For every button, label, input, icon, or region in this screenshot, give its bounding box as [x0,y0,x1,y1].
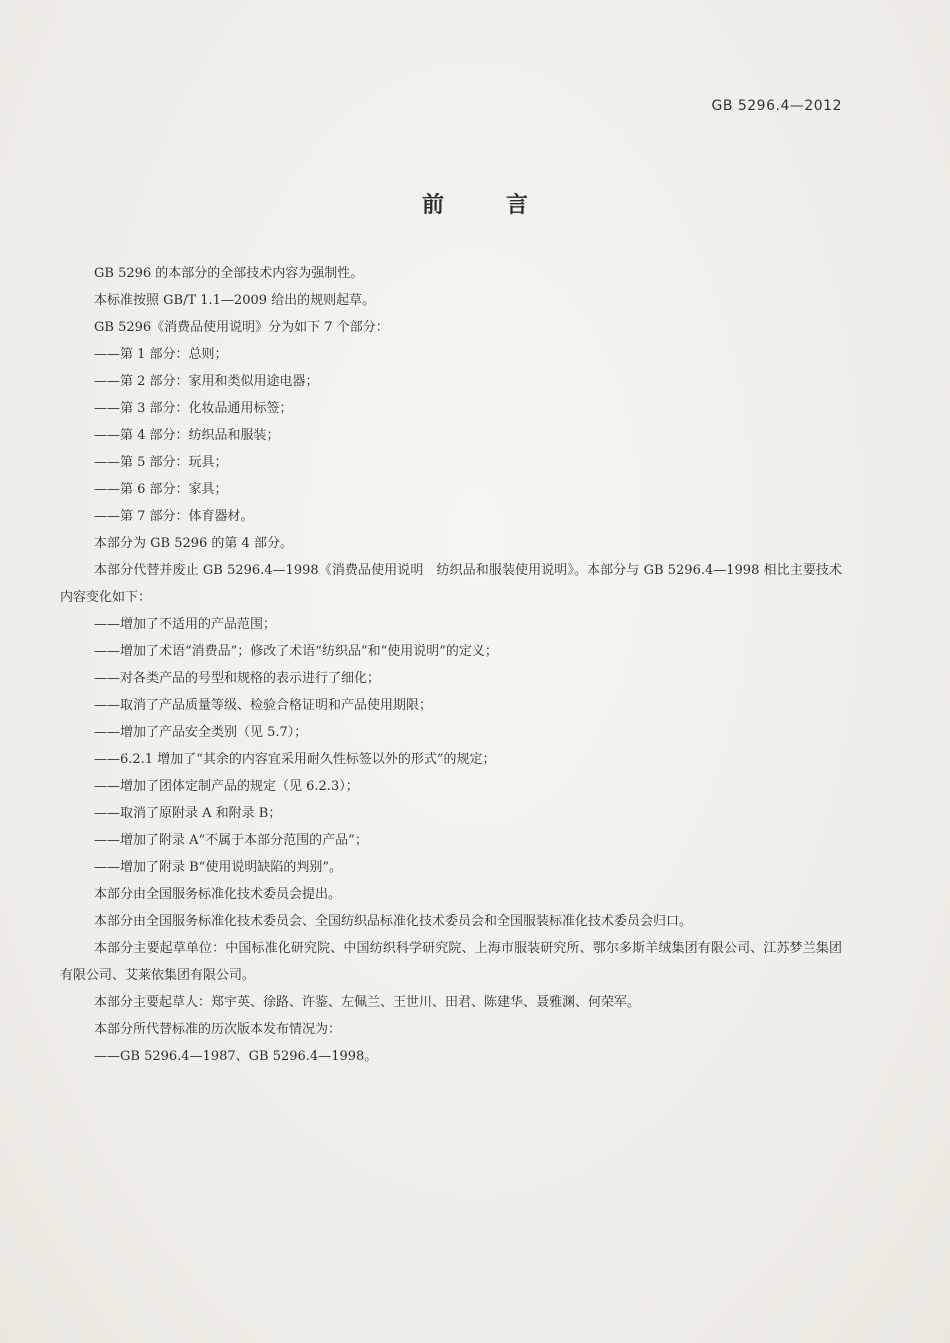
list-item-part-6: ——第 6 部分：家具； [94,482,228,497]
list-item-part-7: ——第 7 部分：体育器材。 [94,509,254,524]
paragraph-parts-intro: GB 5296《消费品使用说明》分为如下 7 个部分： [94,320,389,335]
list-item-change-5: ——增加了产品安全类别（见 5.7）； [94,725,308,740]
paragraph-part-number: 本部分为 GB 5296 的第 4 部分。 [94,536,293,551]
list-item-previous-editions: ——GB 5296.4—1987、GB 5296.4—1998。 [94,1049,378,1064]
list-item-change-3: ——对各类产品的号型和规格的表示进行了细化； [94,671,381,686]
list-item-change-2: ——增加了术语“消费品”；修改了术语“纺织品”和“使用说明”的定义； [94,644,498,659]
list-item-part-2: ——第 2 部分：家用和类似用途电器； [94,374,319,389]
list-item-change-4: ——取消了产品质量等级、检验合格证明和产品使用期限； [94,698,433,713]
paragraph-replacement: 本部分代替并废止 GB 5296.4—1998《消费品使用说明 纺织品和服装使用说明》。本部分与 GB 5296.4—1998 相比主要技术内容变化如下： [60,563,842,605]
list-item-part-1: ——第 1 部分：总则； [94,347,228,362]
paragraph-drafting-rules: 本标准按照 GB/T 1.1—2009 给出的规则起草。 [94,293,376,308]
paragraph-previous-editions-intro: 本部分所代替标准的历次版本发布情况为： [94,1022,342,1037]
paragraph-drafters: 本部分主要起草人：郑宇英、徐路、许鉴、左佩兰、王世川、田君、陈建华、聂雅渊、何荣军。 [94,995,641,1010]
paragraph-mandatory-statement: GB 5296 的本部分的全部技术内容为强制性。 [94,266,364,281]
page-title: 前言 [421,193,590,218]
list-item-part-4: ——第 4 部分：纺织品和服装； [94,428,280,443]
list-item-change-7: ——增加了团体定制产品的规定（见 6.2.3）； [94,779,359,794]
list-item-change-10: ——增加了附录 B“使用说明缺陷的判别”。 [94,860,342,875]
document-number: GB 5296.4—2012 [711,98,842,114]
list-item-part-5: ——第 5 部分：玩具； [94,455,228,470]
document-body [60,260,842,1070]
list-item-change-6: ——6.2.1 增加了“其余的内容宜采用耐久性标签以外的形式”的规定； [94,752,496,767]
paragraph-managed-by: 本部分由全国服务标准化技术委员会、全国纺织品标准化技术委员会和全国服装标准化技术委员会归口。 [94,914,693,929]
paragraph-proposed-by: 本部分由全国服务标准化技术委员会提出。 [94,887,342,902]
paragraph-drafting-units: 本部分主要起草单位：中国标准化研究院、中国纺织科学研究院、上海市服装研究所、鄂尔多斯羊绒集团有限公司、江苏梦兰集团有限公司、艾莱依集团有限公司。 [60,941,842,983]
list-item-part-3: ——第 3 部分：化妆品通用标签； [94,401,293,416]
list-item-change-1: ——增加了不适用的产品范围； [94,617,277,632]
list-item-change-9: ——增加了附录 A“不属于本部分范围的产品”； [94,833,368,848]
list-item-change-8: ——取消了原附录 A 和附录 B； [94,806,282,821]
